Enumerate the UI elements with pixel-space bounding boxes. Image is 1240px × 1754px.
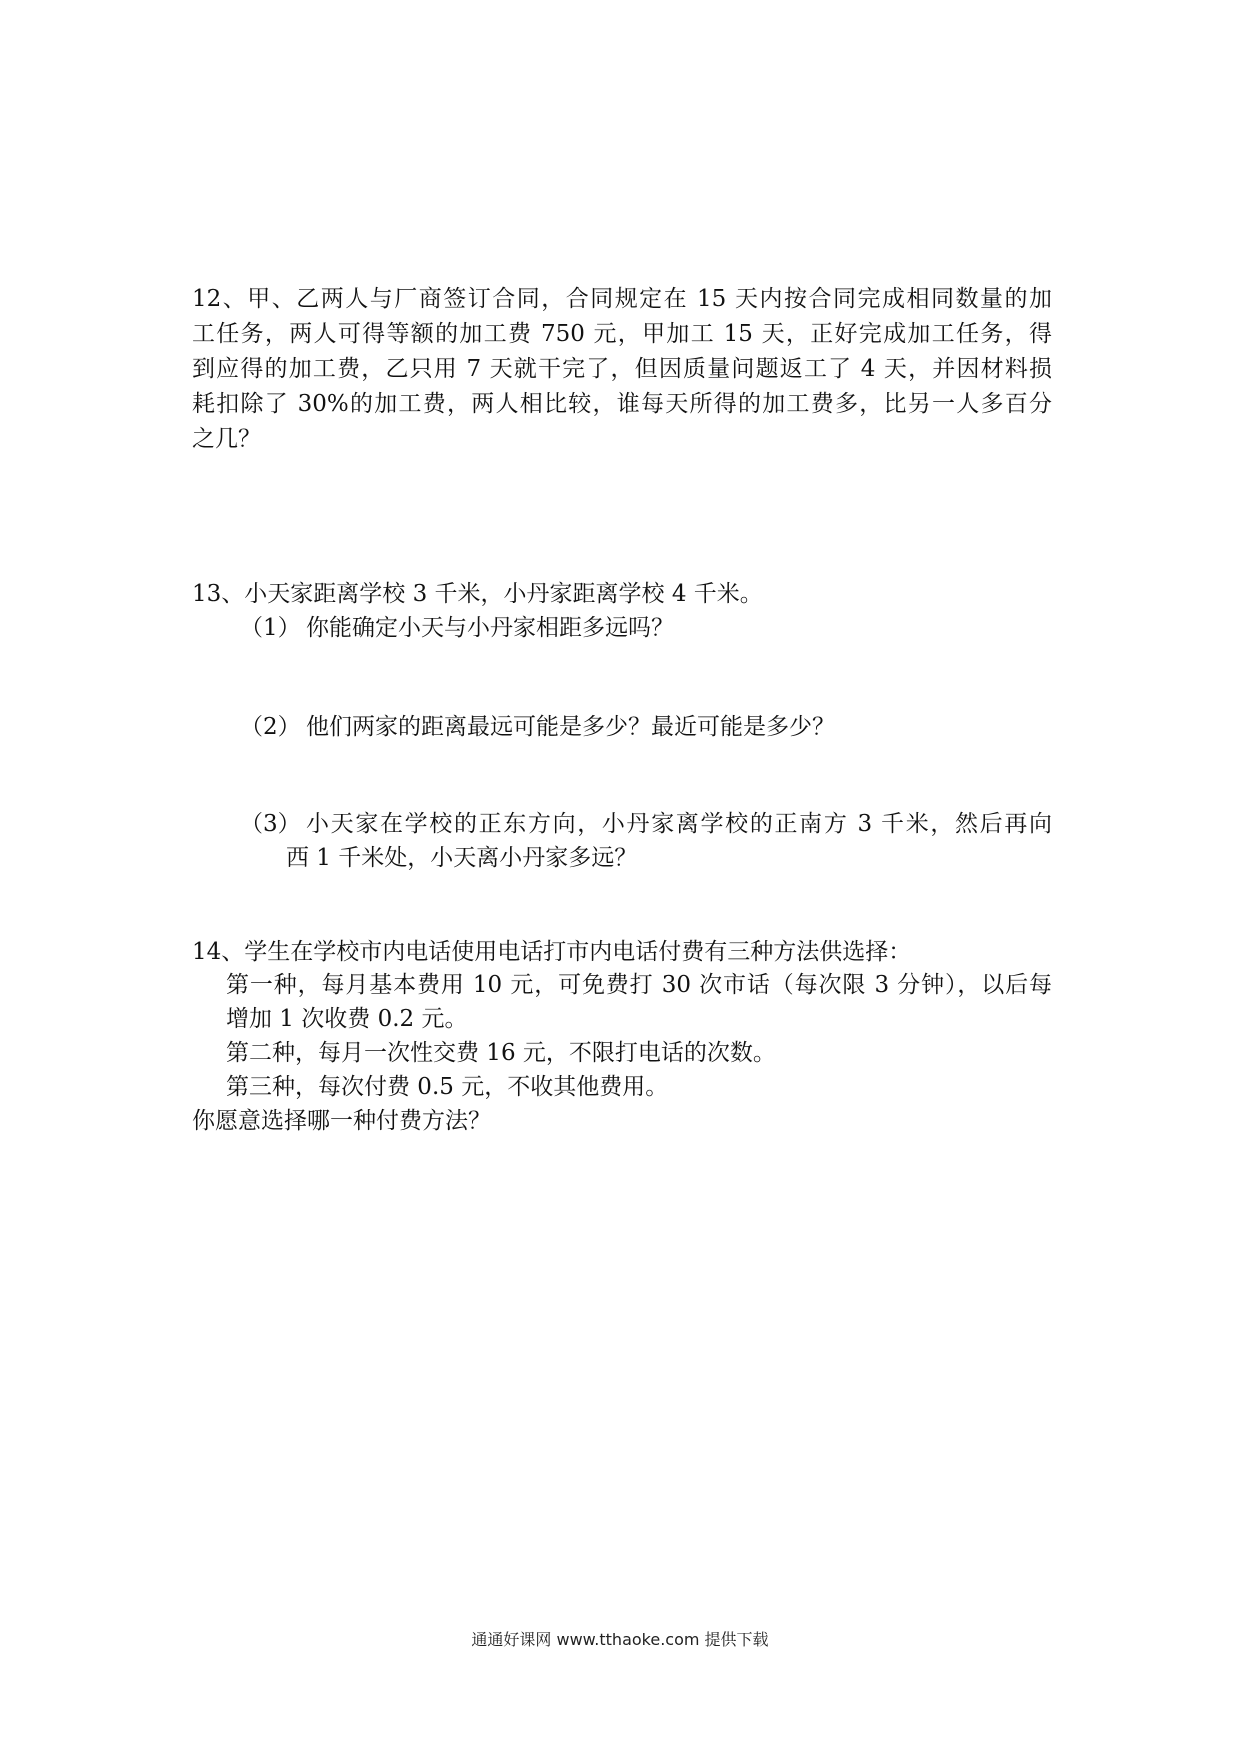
q13-part-3-line-1: 小天家在学校的正东方向，小丹家离学校的正南方 3 千米，然后再向 (306, 811, 1052, 837)
q14-option-1-line-1: 第一种，每月基本费用 10 元，可免费打 30 次市话（每次限 3 分钟），以后每 (226, 972, 1052, 998)
q12-line-2: 工任务，两人可得等额的加工费 750 元，甲加工 15 天，正好完成加工任务，得 (192, 321, 1052, 347)
q14-option-1-line-2: 增加 1 次收费 0.2 元。 (226, 1006, 468, 1032)
q13-part-3-number: （3） (240, 811, 301, 837)
q12-line-3: 到应得的加工费，乙只用 7 天就干完了，但因质量问题返工了 4 天，并因材料损 (192, 356, 1052, 382)
q13-stem: 13、小天家距离学校 3 千米，小丹家距离学校 4 千米。 (192, 581, 763, 607)
q14-question: 你愿意选择哪一种付费方法？ (192, 1108, 491, 1134)
page-footer: 通通好课网 www.tthaoke.com 提供下载 (471, 1630, 769, 1649)
q13-part-1-number: （1） (240, 615, 301, 641)
q14-option-3: 第三种，每次付费 0.5 元，不收其他费用。 (226, 1074, 669, 1100)
q12-line-5: 之几？ (192, 426, 261, 452)
q13-part-3-line-2: 西 1 千米处，小天离小丹家多远？ (286, 845, 638, 871)
q12-line-1: 12、甲、乙两人与厂商签订合同，合同规定在 15 天内按合同完成相同数量的加 (192, 286, 1052, 312)
q13-part-2-number: （2） (240, 714, 301, 740)
q13-part-1-text: 你能确定小天与小丹家相距多远吗？ (306, 615, 674, 641)
q13-part-2-text: 他们两家的距离最远可能是多少？最近可能是多少？ (306, 714, 835, 740)
q14-option-2: 第二种，每月一次性交费 16 元，不限打电话的次数。 (226, 1040, 776, 1066)
q12-line-4: 耗扣除了 30%的加工费，两人相比较，谁每天所得的加工费多，比另一人多百分 (192, 391, 1052, 417)
q14-stem: 14、学生在学校市内电话使用电话打市内电话付费有三种方法供选择： (192, 939, 912, 965)
